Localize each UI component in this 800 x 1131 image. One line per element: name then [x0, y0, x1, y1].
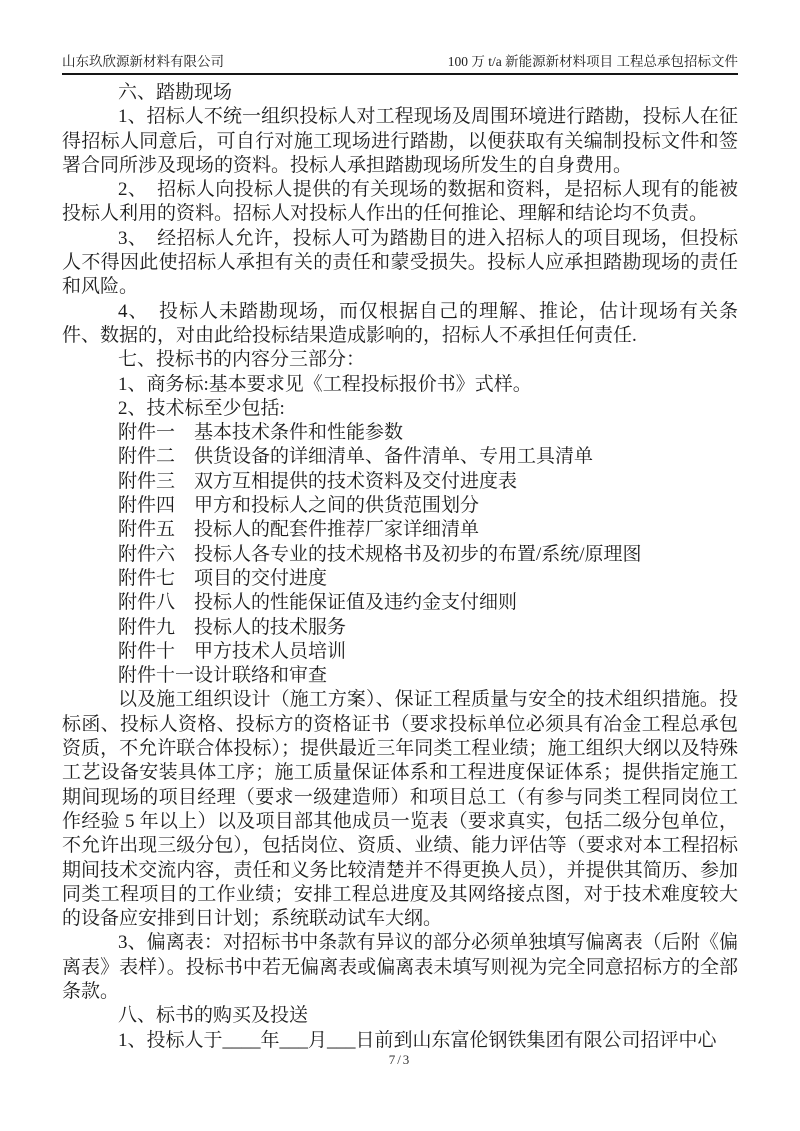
header-document-title: 100 万 t/a 新能源新材料项目 工程总承包招标文件 — [447, 54, 738, 69]
document-body — [62, 81, 738, 1053]
attachment-list-item: 附件二 供货设备的详细清单、备件清单、专用工具清单 — [118, 446, 594, 468]
attachment-list-item: 附件三 双方互相提供的技术资料及交付进度表 — [118, 470, 518, 492]
attachment-list-item: 附件七 项目的交付进度 — [118, 567, 328, 589]
section-heading: 六、踏勘现场 — [118, 82, 233, 103]
section-heading: 七、投标书的内容分三部分： — [118, 349, 366, 371]
attachment-list-item: 附件一 基本技术条件和性能参数 — [118, 422, 404, 444]
page-header — [62, 50, 738, 70]
body-paragraph: 1、投标人于____年___月___日前到山东富伦钢铁集团有限公司招评中心 — [118, 1029, 717, 1051]
body-paragraph: 3、偏离表：对招标书中条款有异议的部分必须单独填写偏离表（后附《偏离表》表样）。投标书中若无偏离表或偏离表未填写则视为完全同意招标方的全部条款。 — [62, 932, 738, 1002]
body-paragraph: 3、 经招标人允许，投标人可为踏勘目的进入招标人的项目现场，但投标人不得因此使招标人承担有关的责任和蒙受损失。投标人应承担踏勘现场的责任和风险。 — [62, 227, 738, 298]
body-paragraph: 1、招标人不统一组织投标人对工程现场及周围环境进行踏勘，投标人在征得招标人同意后，可自行对施工现场进行踏勘，以便获取有关编制投标文件和签署合同所涉及现场的资料。投标人承担踏勘现场所发生的自身费用。 — [62, 106, 738, 176]
body-paragraph: 1、商务标:基本要求见《工程投标报价书》式样。 — [118, 373, 532, 395]
body-paragraph: 2、技术标至少包括: — [118, 397, 285, 419]
attachment-list-item: 附件六 投标人各专业的技术规格书及初步的布置/系统/原理图 — [118, 543, 642, 565]
body-paragraph: 以及施工组织设计（施工方案）、保证工程质量与安全的技术组织措施。投标函、投标人资格、投标方的资格证书（要求投标单位必须具有冶金工程总承包资质，不允许联合体投标）；提供最近三年同类工程业绩；施工组织大纲以及特殊工艺设备安装具体工序；施工质量保证体系和工程进度保证体系；提供指定施工期间现场的项目经理（要求一级建造师）和项目总工（有参与同类工程同岗位工作经验 5 年以上）以及项目部其他成员一览表（要求真实，包括二级分包单位，不允许出现三级分包），包括岗位、资质、业绩、能力评估等（要求对本工程招标期间技术交流内容，责任和义务比较清楚并不得更换人员），并提供其简历、参加同类工程项目的工作业绩；安排工程总进度及其网络接点图，对于技术难度较大的设备应安排到日计划；系统联动试车大纲。 — [62, 689, 738, 930]
attachment-list-item: 附件五 投标人的配套件推荐厂家详细清单 — [118, 519, 480, 541]
header-company-name: 山东玖欣源新材料有限公司 — [62, 54, 224, 69]
section-heading: 八、标书的购买及投送 — [118, 1005, 309, 1027]
page-number: 7/3 — [388, 1052, 412, 1067]
attachment-list-item: 附件十 甲方技术人员培训 — [118, 640, 347, 662]
attachment-list-item: 附件九 投标人的技术服务 — [118, 616, 347, 638]
attachment-list-item: 附件八 投标人的性能保证值及违约金支付细则 — [118, 592, 518, 614]
attachment-list-item: 附件四 甲方和投标人之间的供货范围划分 — [118, 495, 480, 517]
body-paragraph: 2、 招标人向投标人提供的有关现场的数据和资料，是招标人现有的能被投标人利用的资料。招标人对投标人作出的任何推论、理解和结论均不负责。 — [62, 179, 738, 225]
header-divider — [62, 73, 738, 75]
body-paragraph: 4、 投标人未踏勘现场，而仅根据自己的理解、推论，估计现场有关条件、数据的，对由此给投标结果造成影响的，招标人不承担任何责任. — [62, 300, 738, 346]
attachment-list-item: 附件十一设计联络和审查 — [118, 665, 328, 687]
